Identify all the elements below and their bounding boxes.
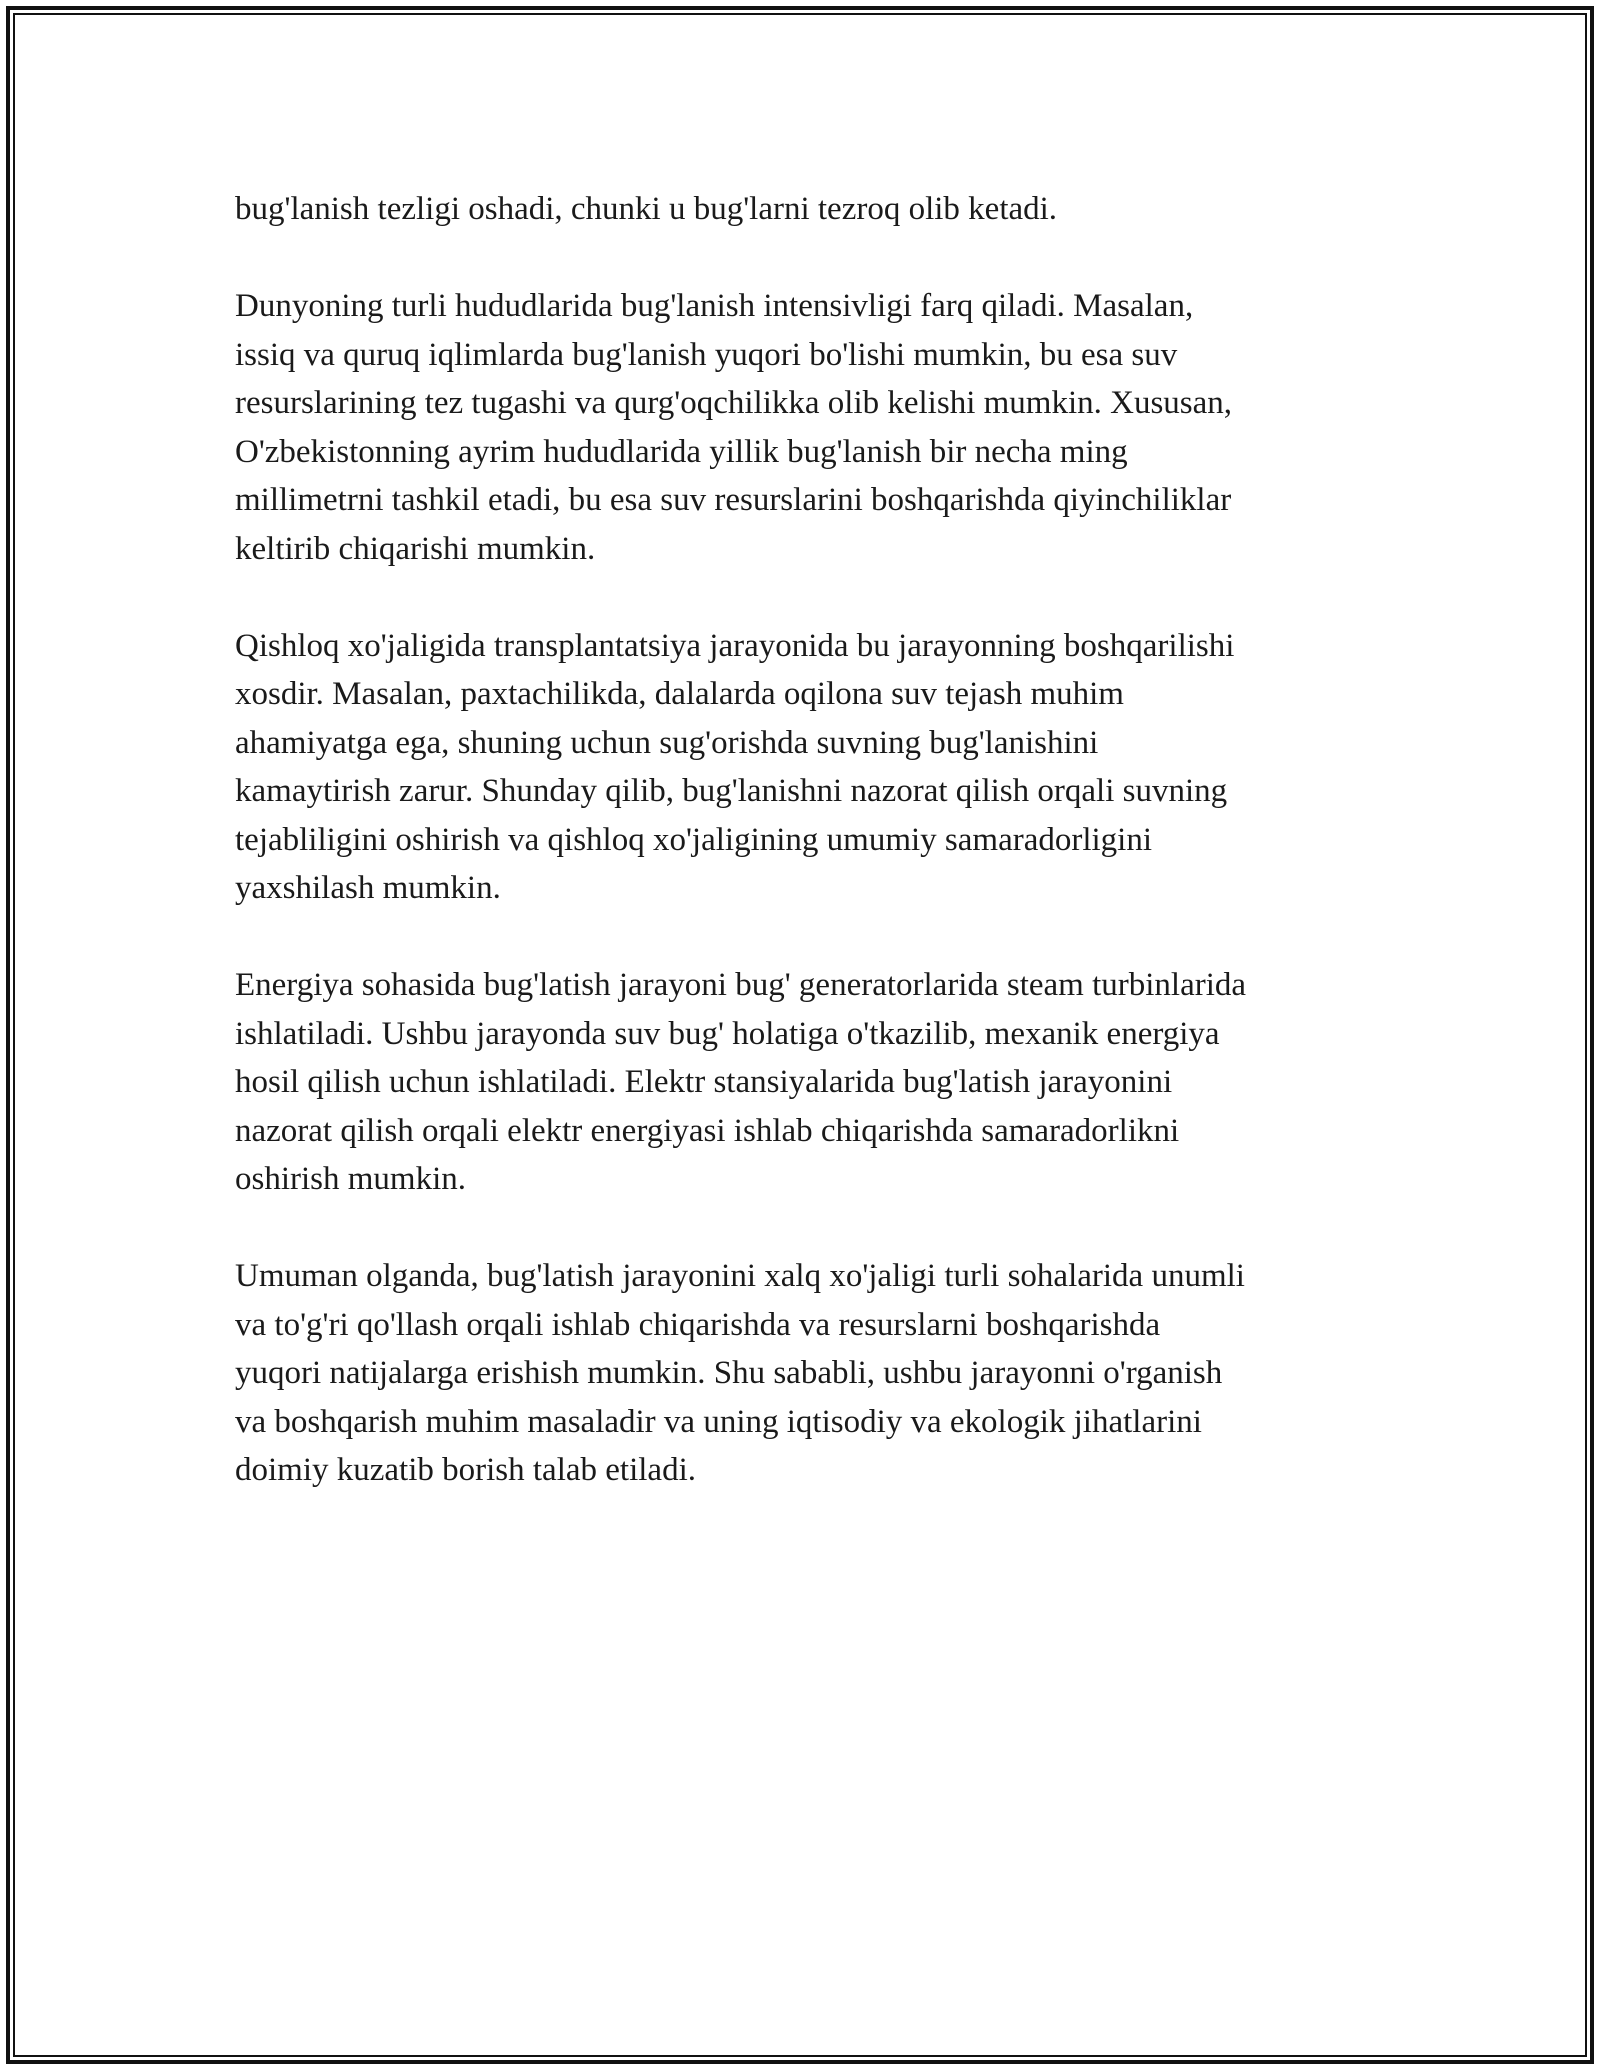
paragraph-1: bug'lanish tezligi oshadi, chunki u bug'larni tezroq olib ketadi. [235,191,1058,227]
paragraph-4: Energiya sohasida bug'latish jarayoni bug' generatorlarida steam turbinlarida ishlatiladi. Ushbu jarayonda suv bug' holatiga o'tkazilib, mexanik energiya hosil qilish uchun ishlatiladi. Elektr stansiyalarida bug'latish jarayonini nazorat qilish orqali elektr energiyasi ishlab chiqarishda samaradorlikni oshirish mumkin. [235,967,1247,1197]
paragraph-2: Dunyoning turli hududlarida bug'lanish intensivligi farq qiladi. Masalan, issiq va quruq iqlimlarda bug'lanish yuqori bo'lishi mumkin, bu esa suv resurslarining tez tugashi va qurg'oqchilikka olib kelishi mumkin. Xususan, O'zbekistonning ayrim hududlarida yillik bug'lanish bir necha ming millimetrni tashkil etadi, bu esa suv resurslarini boshqarishda qiyinchiliklar keltirib chiqarishi mumkin. [235,288,1233,567]
document-body [235,185,1385,1543]
paragraph-3: Qishloq xo'jaligida transplantatsiya jarayonida bu jarayonning boshqarilishi xosdir. Masalan, paxtachilikda, dalalarda oqilona suv tejash muhim ahamiyatga ega, shuning uchun sug'orishda suvning bug'lanishini kamaytirish zarur. Shunday qilib, bug'lanishni nazorat qilish orqali suvning tejabliligini oshirish va qishloq xo'jaligining umumiy samaradorligini yaxshilash mumkin. [235,627,1235,906]
paragraph-5: Umuman olganda, bug'latish jarayonini xalq xo'jaligi turli sohalarida unumli va to'g'ri qo'llash orqali ishlab chiqarishda va resurslarni boshqarishda yuqori natijalarga erishish mumkin. Shu sababli, ushbu jarayonni o'rganish va boshqarish muhim masaladir va uning iqtisodiy va ekologik jihatlarini doimiy kuzatib borish talab etiladi. [235,1258,1245,1488]
